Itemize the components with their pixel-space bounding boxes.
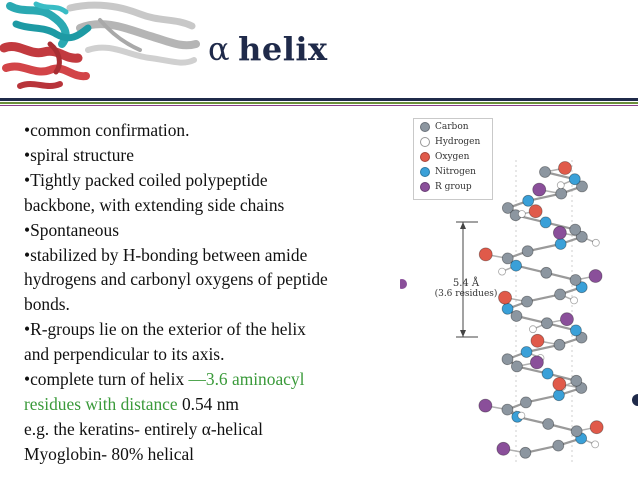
bullet-list	[24, 118, 404, 467]
bullet-text: residues with distance	[24, 393, 182, 414]
bullet-text: •Spontaneous	[24, 219, 119, 240]
slide-title	[208, 30, 328, 68]
helix-pitch-label	[431, 278, 501, 300]
bullet-line	[24, 118, 404, 143]
bullet-text: backbone, with extending side chains	[24, 194, 285, 215]
bullet-text: e.g. the keratins- entirely α-helical	[24, 418, 263, 439]
bullet-text: •Tightly packed coiled polypeptide	[24, 169, 268, 190]
bullet-text: bonds.	[24, 294, 70, 315]
legend-item	[414, 134, 492, 149]
bullet-line	[24, 292, 404, 317]
bullet-line	[24, 367, 404, 392]
bullet-text: —3.6 aminoacyl	[188, 369, 305, 390]
pitch-distance: 5.4 Å	[452, 278, 480, 289]
title-text: helix	[238, 30, 328, 68]
bullet-line	[24, 417, 404, 442]
legend-label: Carbon	[435, 121, 469, 132]
legend-item	[414, 119, 492, 134]
bullet-line	[24, 193, 404, 218]
legend-label: Hydrogen	[435, 136, 481, 147]
bullet-text: 0.54 nm	[181, 393, 239, 414]
divider	[0, 98, 638, 101]
bullet-text: •complete turn of helix	[24, 369, 189, 390]
bullet-line	[24, 143, 404, 168]
bullet-text: •spiral structure	[24, 144, 134, 165]
alpha-symbol: α	[208, 30, 231, 68]
bullet-line	[24, 342, 404, 367]
legend-label: Oxygen	[435, 151, 470, 162]
bullet-line	[24, 168, 404, 193]
bullet-text: •stabilized by H-bonding between amide	[24, 244, 308, 265]
bullet-line	[24, 442, 404, 467]
bullet-text: •common confirmation.	[24, 120, 190, 140]
hydrogen-atom-icon	[420, 137, 430, 147]
bullet-text: Myoglobin- 80% helical	[24, 443, 195, 464]
pitch-residues: (3.6 residues)	[434, 289, 498, 299]
legend-label: R group	[435, 181, 472, 192]
bullet-text: •R-groups lie on the exterior of the helix	[24, 319, 306, 340]
legend-label: Nitrogen	[435, 166, 476, 177]
bullet-text: and perpendicular to its axis.	[24, 344, 225, 365]
bullet-line	[24, 218, 404, 243]
bullet-line	[24, 392, 404, 417]
carbon-atom-icon	[420, 122, 430, 132]
bullet-text: hydrogens and carbonyl oxygens of peptide	[24, 269, 328, 290]
protein-ribbon-icon	[0, 0, 200, 92]
alpha-helix-model-icon	[400, 150, 638, 470]
bullet-line	[24, 243, 404, 268]
bullet-line	[24, 317, 404, 342]
divider	[0, 102, 638, 104]
divider	[0, 105, 638, 106]
bullet-line	[24, 267, 404, 292]
